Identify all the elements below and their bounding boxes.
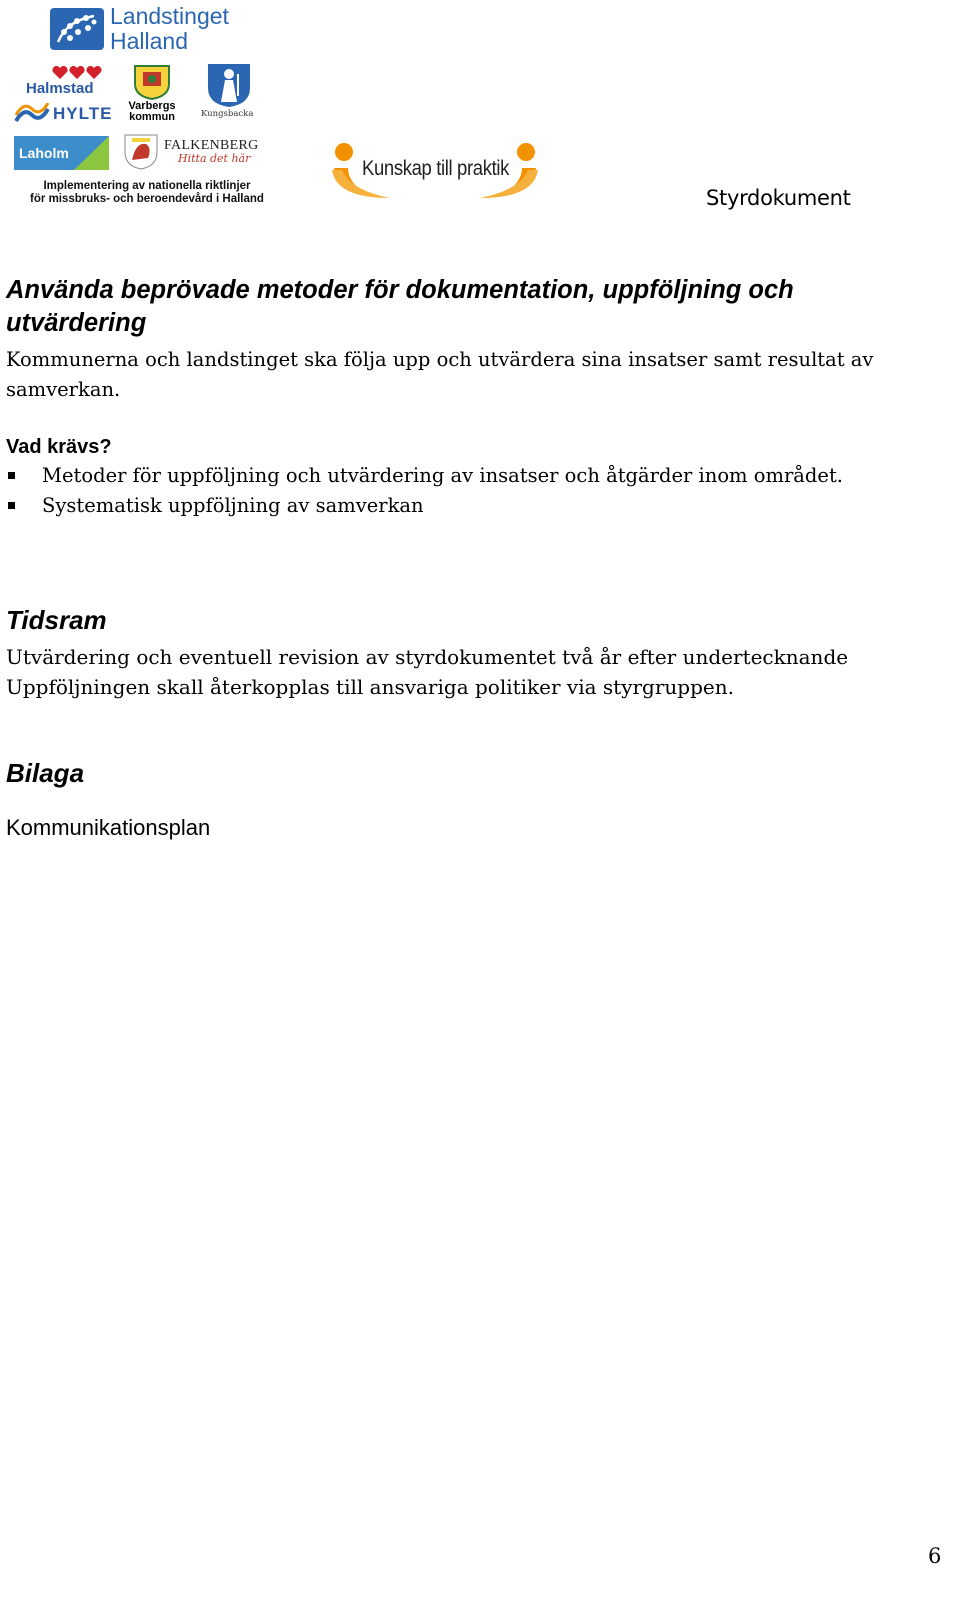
timeline-line2: Uppföljningen skall återkopplas till ansvariga politiker via styrgruppen. [6,675,734,699]
kungsbacka-crest-icon [206,62,252,108]
halmstad-hearts-icon [52,66,102,80]
implementation-caption-line1: Implementering av nationella riktlinjer [43,180,251,192]
bullet-square-icon [8,502,15,509]
list-item-text: Systematisk uppföljning av samverkan [42,494,424,517]
varberg-crest-icon [133,64,171,100]
timeline-heading: Tidsram [6,605,107,635]
landstinget-line1: Landstinget [110,3,229,29]
list-item [6,461,946,491]
section-heading: Använda beprövade metoder för dokumentation, uppföljning och utvärdering [6,276,794,337]
appendix-item: Kommunikationsplan [6,815,211,840]
falkenberg-line1: FALKENBERG [164,138,259,153]
hylte-label: HYLTE [53,104,113,123]
hylte-wave-icon [14,103,50,125]
landstinget-line2: Halland [110,28,188,54]
kunskap-label: Kunskap till praktik [362,157,510,180]
implementation-caption [12,180,282,206]
page-number: 6 [928,1544,942,1568]
timeline-paragraph [6,642,946,702]
list-item-text: Metoder för uppföljning och utvärdering av insatser och åtgärder inom området. [42,464,843,487]
intro-paragraph: Kommunerna och landstinget ska följa upp och utvärdera sina insatser samt resultat av samverkan. [6,348,874,401]
bullet-square-icon [8,472,15,479]
laholm-label: Laholm [19,145,69,161]
timeline-line1: Utvärdering och eventuell revision av styrdokumentet två år efter undertecknande [6,645,849,669]
implementation-caption-line2: för missbruks- och beroendevård i Halland [30,193,264,205]
requirements-list [6,461,946,521]
landstinget-emblem-icon [50,8,104,50]
falkenberg-line2: Hitta det här [178,152,251,165]
varberg-line1: Varbergs [128,100,176,112]
halmstad-label: Halmstad [26,80,94,97]
document-type-label: Styrdokument [706,186,851,210]
requirements-heading: Vad krävs? [6,436,112,458]
varberg-line2: kommun [129,111,175,123]
appendix-heading: Bilaga [6,758,85,788]
kungsbacka-label: Kungsbacka [201,109,254,119]
list-item [6,491,946,521]
falkenberg-crest-icon [124,134,158,170]
